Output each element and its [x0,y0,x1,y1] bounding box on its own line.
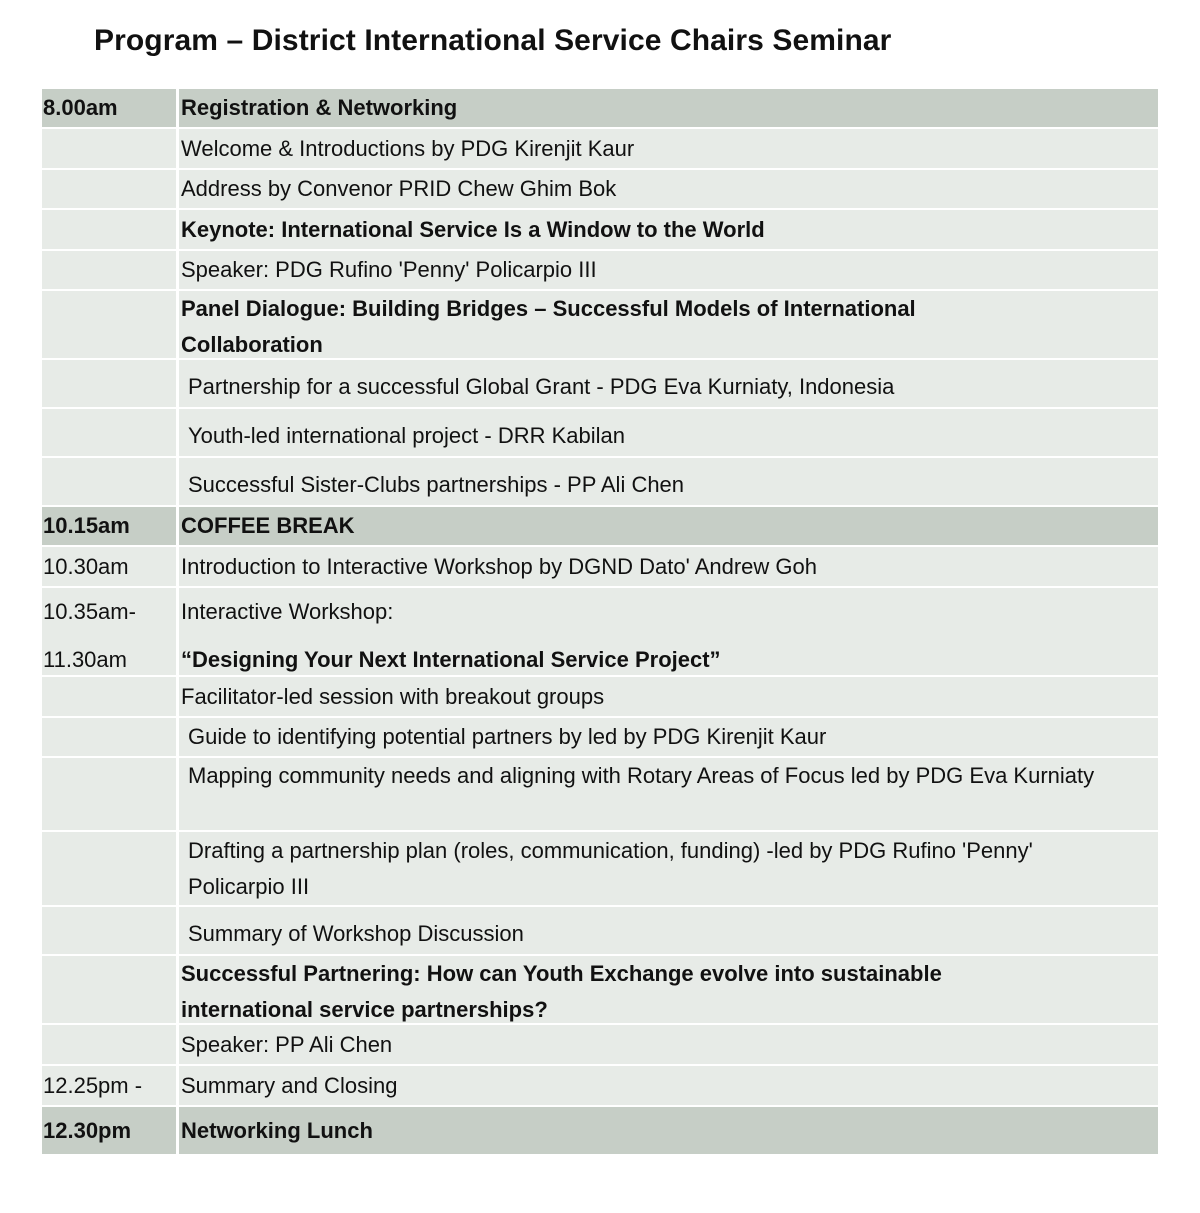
table-row [42,677,1158,718]
session-cell [179,588,1158,675]
table-row [42,291,1158,360]
table-row [42,89,1158,129]
session-cell: Welcome & Introductions by PDG Kirenjit Kaur [181,135,635,161]
session-cell: Speaker: PP Ali Chen [181,1031,393,1057]
time-cell: 12.25pm - [43,1072,143,1098]
table-row [42,718,1158,758]
session-cell: Guide to identifying potential partners by led by PDG Kirenjit Kaur [188,724,827,749]
session-cell: Partnership for a successful Global Grant - PDG Eva Kurniaty, Indonesia [188,374,895,399]
time-cell [42,718,176,756]
table-row [42,170,1158,210]
time-cell [42,291,176,358]
table-row [42,251,1158,291]
time-end: 11.30am [43,647,127,672]
table-row [42,956,1158,1025]
table-row [42,1107,1158,1154]
session-cell: Successful Sister-Clubs partnerships - PP Ali Chen [188,472,685,497]
time-cell: 8.00am [43,95,118,120]
time-cell [42,458,176,505]
session-cell: Address by Convenor PRID Chew Ghim Bok [181,176,617,201]
table-row [42,832,1158,907]
table-row [42,458,1158,507]
session-cell: Mapping community needs and aligning with Rotary Areas of Focus led by PDG Eva Kurniaty [188,763,1095,788]
session-cell: Registration & Networking [181,95,458,120]
session-subtitle: “Designing Your Next International Service Project” [181,647,721,672]
session-cell: Keynote: International Service Is a Window to the World [181,216,765,242]
table-row [42,210,1158,251]
time-cell: 10.30am [43,553,129,579]
time-cell [42,129,176,168]
time-cell: 12.30pm [43,1117,132,1143]
table-row [42,129,1158,170]
table-row [42,588,1158,677]
table-row [42,758,1158,832]
table-row [42,1025,1158,1066]
time-start: 10.35am- [43,599,136,624]
time-cell [42,360,176,407]
time-cell [42,677,176,716]
time-cell [42,251,176,289]
time-cell [42,956,176,1023]
session-cell: Introduction to Interactive Workshop by DGND Dato' Andrew Goh [181,553,817,579]
session-cell: Panel Dialogue: Building Bridges – Successful Models of International Collaboration [181,296,916,357]
time-cell [42,588,176,675]
table-row [42,547,1158,588]
session-cell: Summary of Workshop Discussion [188,921,524,946]
session-cell: Successful Partnering: How can Youth Exchange evolve into sustainable international service partnerships? [181,961,942,1022]
time-cell [42,832,176,905]
page-title: Program – District International Service Chairs Seminar [94,24,892,57]
table-row [42,907,1158,956]
session-cell: Speaker: PDG Rufino 'Penny' Policarpio III [181,257,597,282]
table-row [42,1066,1158,1107]
time-cell [42,210,176,249]
session-cell: Networking Lunch [181,1117,373,1143]
time-cell: 10.15am [43,513,130,538]
table-row [42,360,1158,409]
session-cell: Summary and Closing [181,1072,398,1098]
time-cell [42,907,176,954]
table-row [42,409,1158,458]
program-table [42,89,1158,1154]
session-title: Interactive Workshop: [181,599,394,624]
session-cell: Facilitator-led session with breakout groups [181,683,605,709]
session-cell: COFFEE BREAK [181,513,355,538]
time-cell [42,409,176,456]
table-row [42,507,1158,547]
session-cell: Drafting a partnership plan (roles, communication, funding) -led by PDG Rufino 'Penny' Policarpio III [188,837,1033,899]
session-cell: Youth-led international project - DRR Kabilan [188,423,625,448]
time-cell [42,170,176,208]
time-cell [42,1025,176,1064]
time-cell [42,758,176,830]
